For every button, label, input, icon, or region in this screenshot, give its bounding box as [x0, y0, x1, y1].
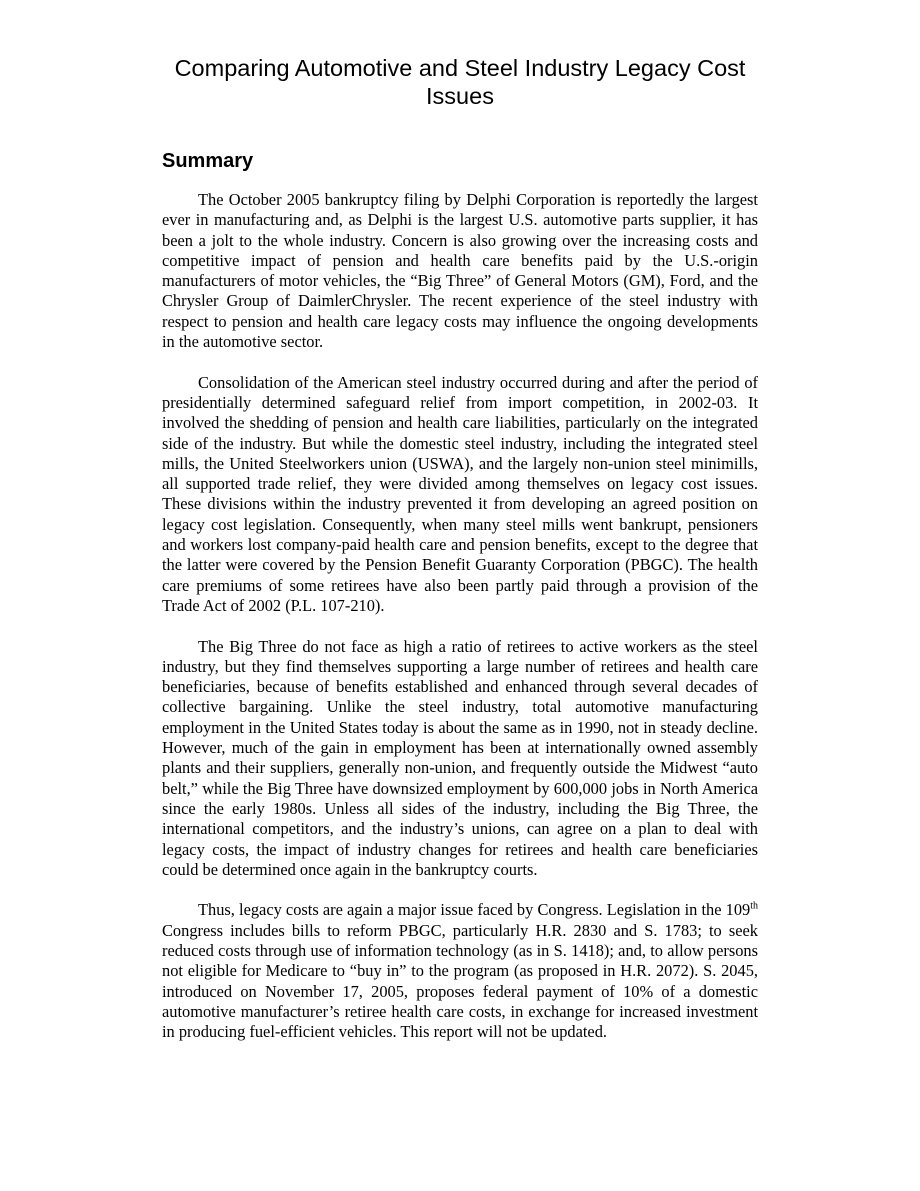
summary-paragraph-3: The Big Three do not face as high a ratio of retirees to active workers as the steel industry, but they find themselves supporting a large number of retirees and health care beneficiaries, because of benefits established and enhanced through several decades of collective bargaining. Unlike the steel industry, total automotive manufacturing employment in the United States today is about the same as in 1990, not in steady decline. However, much of the gain in employment has been at internationally owned assembly plants and their suppliers, generally non-union, and frequently outside the Midwest “auto belt,” while the Big Three have downsized employment by 600,000 jobs in North America since the early 1980s. Unless all sides of the industry, including the Big Three, the international competitors, and the industry’s unions, can agree on a plan to deal with legacy costs, the impact of industry changes for retirees and health care beneficiaries could be determined once again in the bankruptcy courts.: [162, 636, 758, 879]
summary-heading: Summary: [162, 150, 254, 172]
ordinal-superscript: th: [750, 900, 758, 912]
summary-paragraph-4: [162, 900, 758, 1042]
title-line-2: Issues: [426, 83, 494, 109]
document-title: [162, 54, 758, 110]
paragraph-4-end: Congress includes bills to reform PBGC, particularly H.R. 2830 and S. 1783; to seek reduced costs through use of information technology (as in S. 1418); and, to allow persons not eligible for Medicare to “buy in” to the program (as proposed in H.R. 2072). S. 2045, introduced on November 17, 2005, proposes federal payment of 10% of a domestic automotive manufacturer’s retiree health care costs, in exchange for increased investment in producing fuel-efficient vehicles. This report will not be updated.: [162, 920, 758, 1042]
summary-paragraph-1: The October 2005 bankruptcy filing by Delphi Corporation is reportedly the largest ever in manufacturing and, as Delphi is the largest U.S. automotive parts supplier, it has been a jolt to the whole industry. Concern is also growing over the increasing costs and competitive impact of pension and health care benefits paid by the U.S.-origin manufacturers of motor vehicles, the “Big Three” of General Motors (GM), Ford, and the Chrysler Group of DaimlerChrysler. The recent experience of the steel industry with respect to pension and health care legacy costs may influence the ongoing developments in the automotive sector.: [162, 190, 758, 352]
document-page: [162, 54, 758, 1042]
title-line-1: Comparing Automotive and Steel Industry Legacy Cost: [174, 55, 746, 81]
paragraph-4-start: Thus, legacy costs are again a major issue faced by Congress. Legislation in the 109: [198, 900, 751, 920]
summary-paragraph-2: Consolidation of the American steel industry occurred during and after the period of presidentially determined safeguard relief from import competition, in 2002-03. It involved the shedding of pension and health care liabilities, particularly on the integrated side of the industry. But while the domestic steel industry, including the integrated steel mills, the United Steelworkers union (USWA), and the largely non-union steel minimills, all supported trade relief, they were divided among themselves on legacy cost issues. These divisions within the industry prevented it from developing an agreed position on legacy cost legislation. Consequently, when many steel mills went bankrupt, pensioners and workers lost company-paid health care and pension benefits, except to the degree that the latter were covered by the Pension Benefit Guaranty Corporation (PBGC). The health care premiums of some retirees have also been partly paid through a provision of the Trade Act of 2002 (P.L. 107-210).: [162, 372, 758, 615]
